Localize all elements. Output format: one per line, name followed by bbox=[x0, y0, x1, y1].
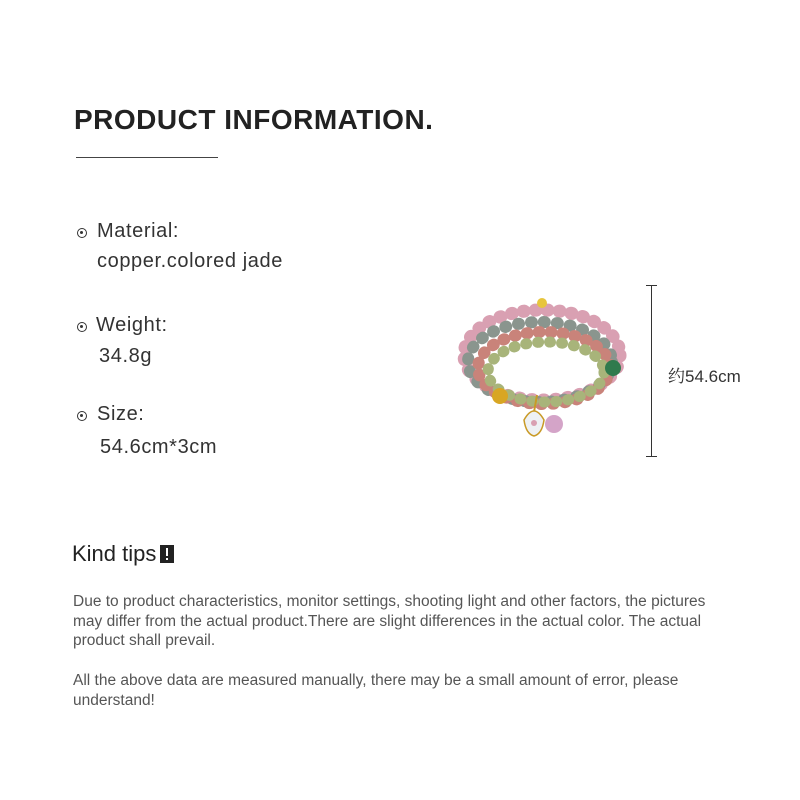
page-title: PRODUCT INFORMATION. bbox=[74, 104, 434, 135]
tips-paragraph-2: All the above data are measured manually, there may be a small amount of error, please understand! bbox=[73, 672, 679, 709]
exclamation-icon bbox=[160, 545, 174, 563]
material-label: Material: bbox=[97, 220, 180, 242]
dimension-cap-bottom bbox=[646, 456, 657, 457]
bullet-icon bbox=[77, 411, 87, 421]
dimension-line bbox=[651, 285, 652, 457]
bullet-icon bbox=[77, 228, 87, 238]
size-value: 54.6cm*3cm bbox=[100, 436, 218, 458]
title-underline bbox=[76, 157, 218, 158]
tips-heading bbox=[72, 541, 174, 567]
dimension-label: 约54.6cm bbox=[668, 367, 741, 386]
tips-paragraph-1: Due to product characteristics, monitor settings, shooting light and other factors, the pictures may differ from the actual product.There are slight differences in the actual color. The actual product shall prevail. bbox=[73, 593, 706, 649]
bullet-icon bbox=[77, 322, 87, 332]
material-value: copper.colored jade bbox=[97, 250, 283, 272]
size-label: Size: bbox=[97, 403, 145, 425]
bracelet-image bbox=[452, 290, 632, 460]
dimension-cap-top bbox=[646, 285, 657, 286]
weight-label: Weight: bbox=[96, 314, 168, 336]
weight-value: 34.8g bbox=[99, 345, 153, 367]
tips-heading-text: Kind tips bbox=[72, 541, 157, 566]
